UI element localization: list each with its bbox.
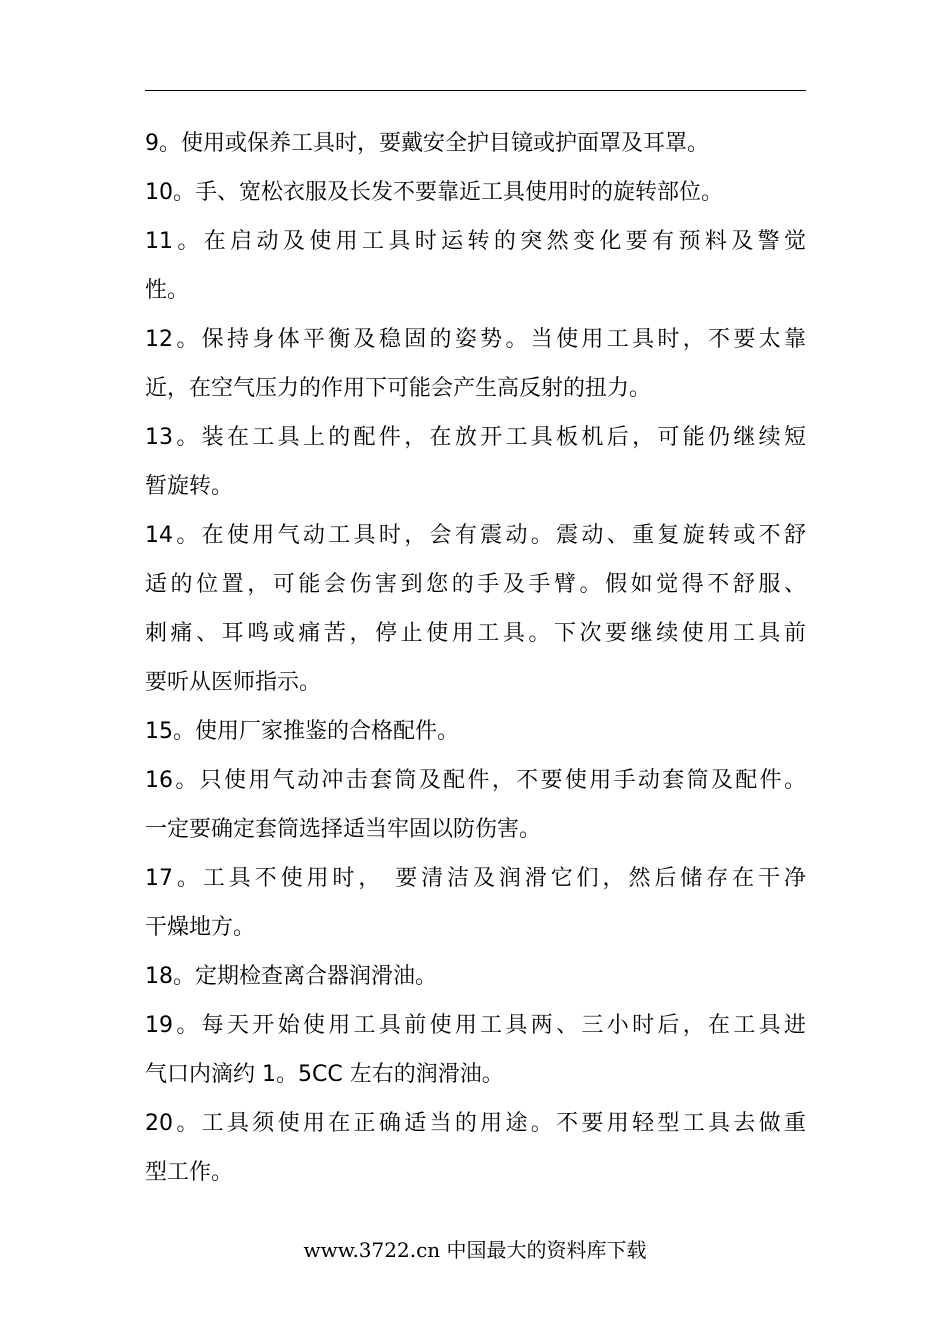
text-line: 19。每天开始使用工具前使用工具两、三小时后，在工具进: [145, 1013, 806, 1038]
text-line: 暂旋转。: [145, 474, 234, 499]
text-line: 型工作。: [145, 1160, 234, 1185]
text-line: 一定要确定套筒选择适当牢固以防伤害。: [145, 817, 542, 842]
text-line: 9。使用或保养工具时，要戴安全护目镜或护面罩及耳罩。: [145, 131, 709, 156]
text-line: 11。在启动及使用工具时运转的突然变化要有预料及警觉: [145, 229, 806, 254]
text-line: 13。装在工具上的配件，在放开工具板机后，可能仍继续短: [145, 425, 806, 450]
text-line: 15。使用厂家推鉴的合格配件。: [145, 719, 459, 744]
text-line: 干燥地方。: [145, 915, 256, 940]
text-line: 气口内滴约 1。5CC 左右的润滑油。: [145, 1062, 504, 1087]
text-line: 性。: [145, 278, 190, 303]
text-line: 适的位置，可能会伤害到您的手及手臂。假如觉得不舒服、: [145, 572, 806, 597]
text-line: 要听从医师指示。: [145, 670, 322, 695]
text-line: 14。在使用气动工具时，会有震动。震动、重复旋转或不舒: [145, 523, 806, 548]
page-footer: www.3722.cn 中国最大的资料库下载: [303, 1238, 647, 1262]
text-line: 12。保持身体平衡及稳固的姿势。当使用工具时，不要太靠: [145, 327, 806, 352]
text-line: 刺痛、耳鸣或痛苦，停止使用工具。下次要继续使用工具前: [145, 621, 806, 646]
header-rule: [145, 90, 806, 91]
text-line: 近，在空气压力的作用下可能会产生高反射的扭力。: [145, 376, 652, 401]
text-line: 16。只使用气动冲击套筒及配件，不要使用手动套筒及配件。: [145, 768, 806, 793]
text-line: 20。工具须使用在正确适当的用途。不要用轻型工具去做重: [145, 1111, 806, 1136]
text-line: 17。工具不使用时， 要清洁及润滑它们，然后储存在干净: [145, 866, 806, 891]
text-line: 18。定期检查离合器润滑油。: [145, 964, 437, 989]
text-line: 10。手、宽松衣服及长发不要靠近工具使用时的旋转部位。: [145, 180, 723, 205]
document-body: [145, 119, 806, 1197]
